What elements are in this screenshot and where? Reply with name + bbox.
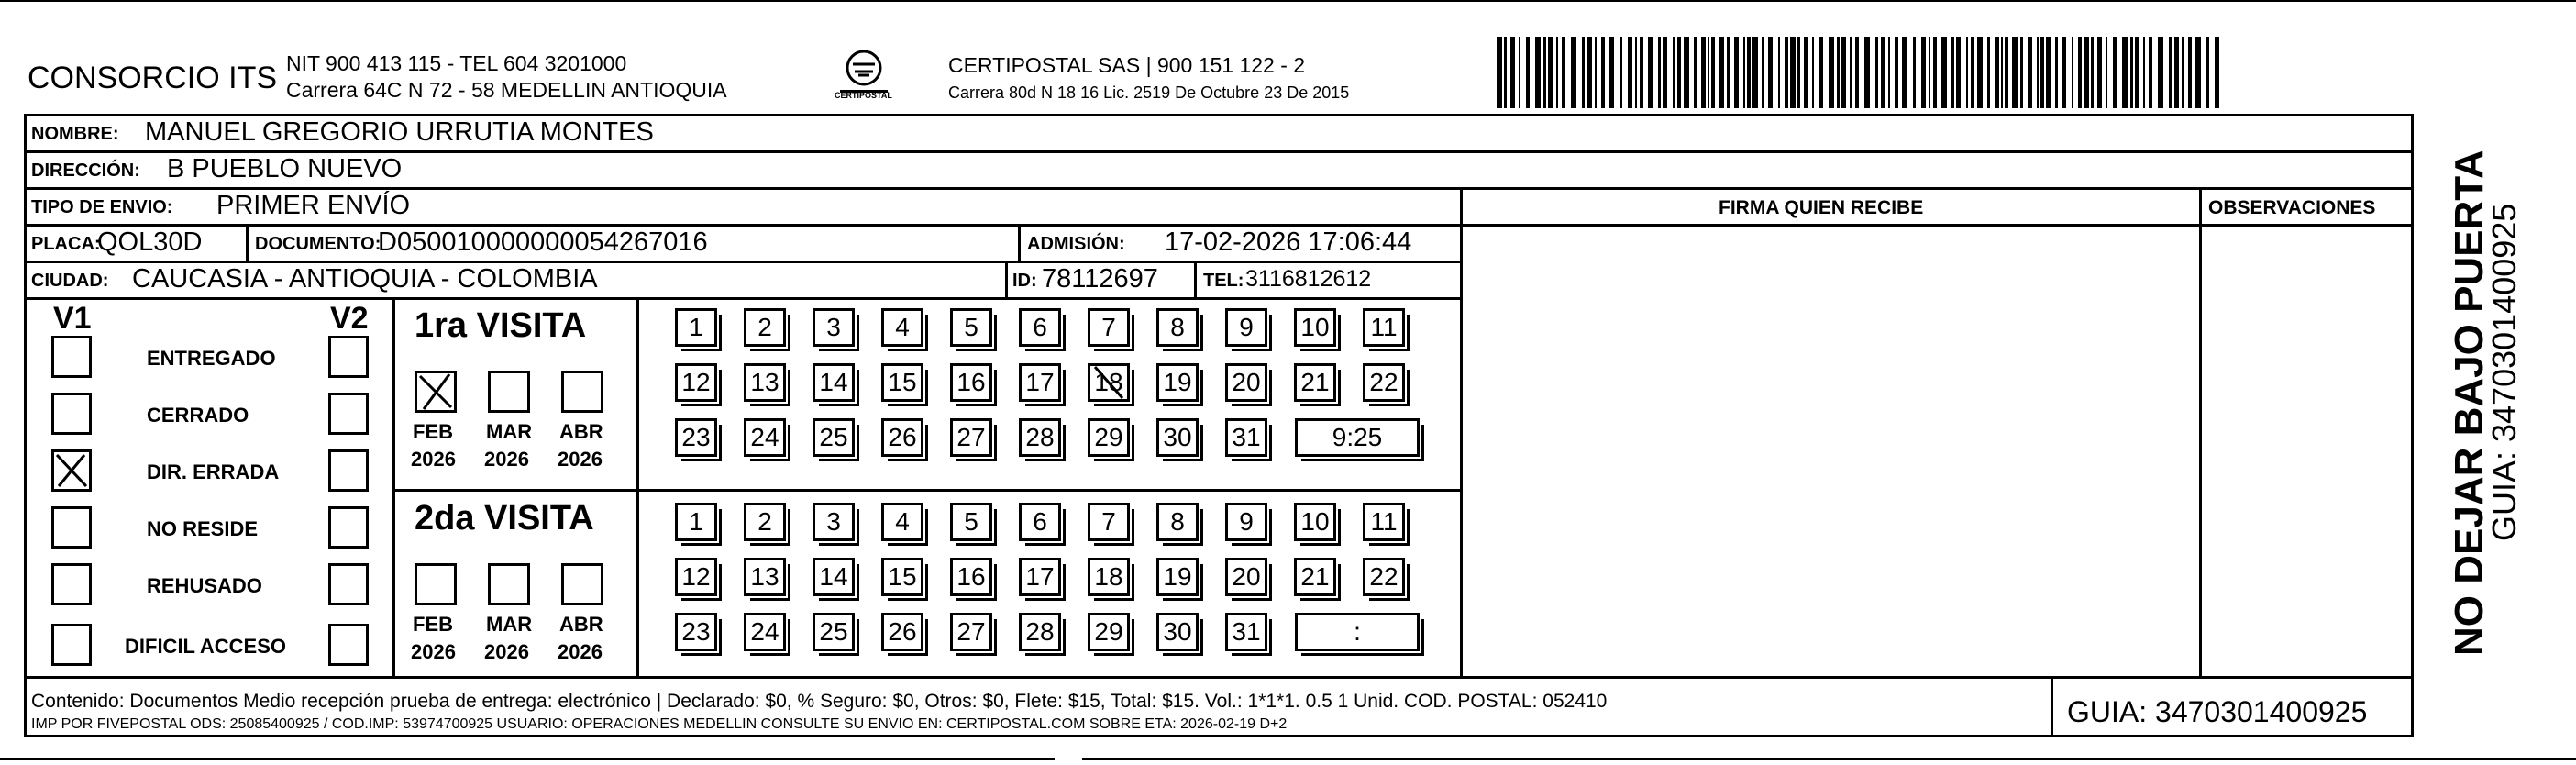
barcode-bar bbox=[1929, 37, 1930, 108]
v2-checkbox[interactable] bbox=[328, 624, 369, 666]
certipostal-logo bbox=[827, 48, 901, 103]
ciudad-label: CIUDAD: bbox=[31, 271, 109, 291]
first-visit-day-box[interactable]: 9 bbox=[1225, 308, 1267, 347]
barcode-bar bbox=[1841, 37, 1846, 108]
documento-value: D050010000000054267016 bbox=[378, 227, 708, 257]
barcode-bar bbox=[1601, 37, 1605, 108]
second-visit-month-checkbox[interactable] bbox=[488, 563, 530, 605]
barcode-bar bbox=[1587, 37, 1592, 108]
barcode-bar bbox=[2149, 37, 2152, 108]
barcode-bar bbox=[1684, 37, 1689, 108]
first-visit-day-box[interactable]: 31 bbox=[1225, 418, 1267, 457]
barcode-bar bbox=[1933, 37, 1937, 108]
first-visit-day-box[interactable]: 13 bbox=[744, 363, 786, 402]
barcode-bar bbox=[1510, 37, 1515, 108]
first-visit-day-box[interactable]: 25 bbox=[813, 418, 855, 457]
status-label: ENTREGADO bbox=[147, 347, 276, 370]
barcode-bar bbox=[2206, 37, 2209, 108]
barcode-bar bbox=[1977, 37, 1983, 108]
second-visit-day-box[interactable]: 29 bbox=[1088, 613, 1130, 651]
barcode-bar bbox=[1719, 37, 1724, 108]
barcode-bar bbox=[2169, 37, 2172, 108]
barcode-bar bbox=[1850, 37, 1852, 108]
company-nit: NIT 900 413 115 - TEL 604 3201000 bbox=[286, 51, 627, 75]
barcode-bar bbox=[2040, 37, 2044, 108]
barcode-bar bbox=[2072, 37, 2073, 108]
second-visit-day-box[interactable]: 8 bbox=[1156, 503, 1199, 541]
first-visit-day-box[interactable]: 4 bbox=[881, 308, 923, 347]
second-visit-day-box[interactable]: 20 bbox=[1225, 558, 1267, 596]
barcode-bar bbox=[2113, 37, 2117, 108]
certipostal-line: CERTIPOSTAL SAS | 900 151 122 - 2 bbox=[948, 53, 1306, 77]
barcode-bar bbox=[1635, 37, 1637, 108]
logo-text: CERTIPOSTAL bbox=[835, 91, 892, 100]
direccion-value: B PUEBLO NUEVO bbox=[167, 154, 403, 183]
v1-checkbox[interactable] bbox=[51, 563, 92, 605]
second-visit-day-box[interactable]: 13 bbox=[744, 558, 786, 596]
first-visit-month-label: MAR bbox=[486, 420, 533, 443]
first-visit-day-box[interactable]: 1 bbox=[675, 308, 717, 347]
barcode-bar bbox=[1640, 37, 1643, 108]
barcode-bar bbox=[1966, 37, 1968, 108]
v1-checkbox[interactable] bbox=[51, 449, 92, 492]
observaciones-header: OBSERVACIONES bbox=[2208, 197, 2376, 218]
second-visit-year-label: 2026 bbox=[411, 640, 456, 663]
first-visit-day-box[interactable]: 6 bbox=[1019, 308, 1061, 347]
barcode-bar bbox=[2106, 37, 2107, 108]
status-label: NO RESIDE bbox=[147, 517, 259, 540]
first-visit-day-box[interactable]: 3 bbox=[813, 308, 855, 347]
barcode-bar bbox=[2001, 37, 2003, 108]
second-visit-year-label: 2026 bbox=[484, 640, 529, 663]
barcode-bar bbox=[1663, 37, 1667, 108]
barcode-bar bbox=[1556, 37, 1558, 108]
second-visit-day-box[interactable]: 9 bbox=[1225, 503, 1267, 541]
second-visit-day-box[interactable]: 23 bbox=[675, 613, 717, 651]
side-guia-text: GUIA: 3470301400925 bbox=[2485, 203, 2523, 541]
barcode-bar bbox=[1673, 37, 1675, 108]
v1-checkbox[interactable] bbox=[51, 506, 92, 549]
col-line bbox=[2051, 676, 2053, 737]
placa-label: PLACA: bbox=[31, 234, 101, 254]
barcode-bar bbox=[1543, 37, 1546, 108]
company-name: CONSORCIO ITS bbox=[28, 61, 278, 95]
barcode-bar bbox=[1497, 37, 1502, 108]
first-visit-day-box[interactable]: 14 bbox=[813, 363, 855, 402]
v2-checkbox[interactable] bbox=[328, 393, 369, 435]
barcode-bar bbox=[1734, 37, 1739, 108]
barcode-bar bbox=[2182, 37, 2184, 108]
second-visit-day-box[interactable]: 25 bbox=[813, 613, 855, 651]
tel-value: 3116812612 bbox=[1245, 266, 1372, 292]
barcode-bar bbox=[2046, 37, 2051, 108]
first-visit-day-box[interactable]: 16 bbox=[950, 363, 992, 402]
first-visit-month-checkbox[interactable] bbox=[561, 371, 603, 413]
direccion-label: DIRECCIÓN: bbox=[31, 161, 140, 181]
col-line bbox=[1194, 261, 1197, 297]
first-visit-day-box[interactable]: 24 bbox=[744, 418, 786, 457]
barcode-bar bbox=[1995, 37, 1999, 108]
barcode-bar bbox=[1743, 37, 1745, 108]
barcode-bar bbox=[1785, 37, 1788, 108]
first-visit-day-box[interactable]: 26 bbox=[881, 418, 923, 457]
first-visit-month-checkbox[interactable] bbox=[415, 371, 457, 413]
second-visit-day-box[interactable]: 15 bbox=[881, 558, 923, 596]
barcode-bar bbox=[1864, 37, 1870, 108]
first-visit-day-box[interactable]: 20 bbox=[1225, 363, 1267, 402]
second-visit-month-label: ABR bbox=[559, 613, 603, 636]
v1-header: V1 bbox=[53, 301, 92, 336]
v2-checkbox[interactable] bbox=[328, 449, 369, 492]
footer-imp-line: IMP POR FIVEPOSTAL ODS: 25085400925 / COD.IMP: 53974700925 USUARIO: OPERACIONES MEDELLIN CONSULTE SU ENVIO EN: CERTIPOSTAL.COM SOBRE ETA: 2026-02-19 D+2 bbox=[31, 716, 1288, 732]
barcode-bar bbox=[1956, 37, 1961, 108]
first-visit-day-box[interactable]: 10 bbox=[1294, 308, 1336, 347]
barcode-bar bbox=[1548, 37, 1553, 108]
row-line bbox=[24, 261, 1462, 263]
second-visit-month-label: FEB bbox=[413, 613, 453, 636]
barcode-bar bbox=[1812, 37, 1814, 108]
second-visit-day-box[interactable]: 31 bbox=[1225, 613, 1267, 651]
barcode-bar bbox=[1628, 37, 1632, 108]
first-visit-year-label: 2026 bbox=[411, 448, 456, 471]
barcode-bar bbox=[1658, 37, 1661, 108]
second-visit-day-box[interactable]: 19 bbox=[1156, 558, 1199, 596]
first-visit-time-box[interactable]: 9:25 bbox=[1295, 418, 1420, 457]
bottom-line bbox=[0, 758, 1055, 760]
row-line bbox=[24, 224, 2414, 227]
col-line bbox=[246, 224, 249, 261]
second-visit-day-box[interactable]: 1 bbox=[675, 503, 717, 541]
side-warning-text: NO DEJAR BAJO PUERTA bbox=[2447, 150, 2492, 656]
second-visit-day-box[interactable]: 27 bbox=[950, 613, 992, 651]
barcode-bar bbox=[1804, 37, 1808, 108]
second-visit-day-box[interactable]: 16 bbox=[950, 558, 992, 596]
barcode-bar bbox=[2055, 37, 2058, 108]
col-line bbox=[392, 297, 395, 676]
first-visit-month-checkbox[interactable] bbox=[488, 371, 530, 413]
second-visit-day-box[interactable]: 2 bbox=[744, 503, 786, 541]
second-visit-title: 2da VISITA bbox=[415, 499, 594, 538]
second-visit-year-label: 2026 bbox=[558, 640, 603, 663]
barcode-bar bbox=[2135, 37, 2139, 108]
barcode-bar bbox=[2174, 37, 2179, 108]
second-visit-day-box[interactable]: 21 bbox=[1294, 558, 1336, 596]
col-line bbox=[2199, 187, 2202, 676]
first-visit-day-box[interactable]: 7 bbox=[1088, 308, 1130, 347]
top-edge-line bbox=[0, 0, 2576, 2]
first-visit-day-box[interactable]: 11 bbox=[1363, 308, 1405, 347]
first-visit-day-box[interactable]: 12 bbox=[675, 363, 717, 402]
barcode-bar bbox=[2195, 37, 2201, 108]
side-guia bbox=[2461, 147, 2523, 660]
barcode-bar bbox=[1855, 37, 1859, 108]
v2-header: V2 bbox=[330, 301, 369, 336]
second-visit-day-box[interactable]: 14 bbox=[813, 558, 855, 596]
barcode-bar bbox=[1888, 37, 1890, 108]
v2-checkbox[interactable] bbox=[328, 336, 369, 378]
first-visit-day-box[interactable]: 18 bbox=[1088, 363, 1130, 402]
barcode-bar bbox=[2130, 37, 2133, 108]
bottom-line bbox=[1082, 758, 2576, 760]
second-visit-day-box[interactable]: 11 bbox=[1363, 503, 1405, 541]
first-visit-day-box[interactable]: 27 bbox=[950, 418, 992, 457]
admision-label: ADMISIÓN: bbox=[1027, 234, 1125, 254]
visit-divider bbox=[392, 489, 1462, 492]
first-visit-day-box[interactable]: 21 bbox=[1294, 363, 1336, 402]
first-visit-month-label: FEB bbox=[413, 420, 453, 443]
second-visit-day-box[interactable]: 26 bbox=[881, 613, 923, 651]
footer-contenido: Contenido: Documentos Medio recepción prueba de entrega: electrónico | Declarado: $0, % Seguro: $0, Otros: $0, Flete: $15, Total: $15. Vol.: 1*1*1. 0.5 1 Unid. COD. POSTAL: 052410 bbox=[31, 691, 1608, 712]
second-visit-month-checkbox[interactable] bbox=[415, 563, 457, 605]
first-visit-day-box[interactable]: 29 bbox=[1088, 418, 1130, 457]
second-visit-month-label: MAR bbox=[486, 613, 533, 636]
v2-checkbox[interactable] bbox=[328, 563, 369, 605]
barcode-bar bbox=[1526, 37, 1530, 108]
barcode-bar bbox=[2091, 37, 2094, 108]
barcode-bar bbox=[2188, 37, 2192, 108]
barcode-bar bbox=[1941, 37, 1947, 108]
footer-guia: GUIA: 3470301400925 bbox=[2067, 695, 2368, 728]
barcode-bar bbox=[1902, 37, 1907, 108]
first-visit-month-label: ABR bbox=[559, 420, 603, 443]
barcode-bar bbox=[2078, 37, 2082, 108]
second-visit-day-box[interactable]: 5 bbox=[950, 503, 992, 541]
second-visit-day-box[interactable]: 30 bbox=[1156, 613, 1199, 651]
nombre-value: MANUEL GREGORIO URRUTIA MONTES bbox=[145, 117, 654, 147]
admision-value: 17-02-2026 17:06:44 bbox=[1165, 227, 1412, 257]
barcode-bar bbox=[2062, 37, 2066, 108]
barcode-bar bbox=[1571, 37, 1576, 108]
documento-label: DOCUMENTO: bbox=[255, 234, 381, 254]
barcode-bar bbox=[1504, 37, 1507, 108]
first-visit-day-box[interactable]: 2 bbox=[744, 308, 786, 347]
col-line bbox=[1018, 224, 1021, 261]
barcode-bar bbox=[1747, 37, 1751, 108]
first-visit-title: 1ra VISITA bbox=[415, 306, 587, 345]
v2-checkbox[interactable] bbox=[328, 506, 369, 549]
barcode-bar bbox=[1797, 37, 1800, 108]
col-line bbox=[1005, 261, 1008, 297]
barcode-bar bbox=[1895, 37, 1898, 108]
barcode-bar bbox=[1837, 37, 1840, 108]
second-visit-day-box[interactable]: 7 bbox=[1088, 503, 1130, 541]
barcode-bar bbox=[1648, 37, 1653, 108]
first-visit-day-box[interactable]: 8 bbox=[1156, 308, 1199, 347]
barcode-bar bbox=[1951, 37, 1954, 108]
barcode-bar bbox=[1790, 37, 1796, 108]
second-visit-day-box[interactable]: 6 bbox=[1019, 503, 1061, 541]
first-visit-day-box[interactable]: 17 bbox=[1019, 363, 1061, 402]
second-visit-day-box[interactable]: 18 bbox=[1088, 558, 1130, 596]
barcode-bar bbox=[1913, 37, 1916, 108]
barcode-bar bbox=[1971, 37, 1974, 108]
second-visit-day-box[interactable]: 3 bbox=[813, 503, 855, 541]
barcode-bar bbox=[1694, 37, 1697, 108]
id-label: ID: bbox=[1012, 271, 1037, 291]
first-visit-day-box[interactable]: 23 bbox=[675, 418, 717, 457]
second-visit-month-checkbox[interactable] bbox=[561, 563, 603, 605]
second-visit-day-box[interactable]: 24 bbox=[744, 613, 786, 651]
barcode bbox=[1497, 37, 2230, 110]
second-visit-day-box[interactable]: 28 bbox=[1019, 613, 1061, 651]
v1-checkbox[interactable] bbox=[51, 336, 92, 378]
barcode-bar bbox=[1727, 37, 1730, 108]
barcode-bar bbox=[2012, 37, 2018, 108]
barcode-bar bbox=[1701, 37, 1706, 108]
second-visit-day-box[interactable]: 17 bbox=[1019, 558, 1061, 596]
placa-value: QOL30D bbox=[97, 227, 203, 257]
barcode-bar bbox=[1768, 37, 1773, 108]
id-value: 78112697 bbox=[1042, 264, 1158, 294]
barcode-bar bbox=[2037, 37, 2039, 108]
first-visit-day-box[interactable]: 22 bbox=[1363, 363, 1405, 402]
firma-header: FIRMA QUIEN RECIBE bbox=[1719, 197, 1924, 218]
status-label: REHUSADO bbox=[147, 574, 262, 597]
col-line bbox=[1460, 187, 1463, 676]
barcode-bar bbox=[1881, 37, 1885, 108]
company-address: Carrera 64C N 72 - 58 MEDELLIN ANTIOQUIA bbox=[286, 78, 727, 102]
barcode-bar bbox=[1677, 37, 1681, 108]
tel-label: TEL: bbox=[1203, 271, 1244, 291]
barcode-bar bbox=[2097, 37, 2102, 108]
barcode-bar bbox=[1620, 37, 1622, 108]
barcode-bar bbox=[1752, 37, 1758, 108]
barcode-bar bbox=[2122, 37, 2128, 108]
first-visit-day-box[interactable]: 30 bbox=[1156, 418, 1199, 457]
barcode-bar bbox=[1875, 37, 1878, 108]
v1-checkbox[interactable] bbox=[51, 393, 92, 435]
status-label: DIFICIL ACCESO bbox=[125, 635, 287, 658]
second-visit-day-box[interactable]: 4 bbox=[881, 503, 923, 541]
barcode-bar bbox=[1582, 37, 1585, 108]
barcode-bar bbox=[2143, 37, 2145, 108]
barcode-bar bbox=[1921, 37, 1926, 108]
row-line bbox=[24, 297, 1462, 300]
status-label: DIR. ERRADA bbox=[147, 460, 280, 483]
first-visit-day-box[interactable]: 28 bbox=[1019, 418, 1061, 457]
barcode-bar bbox=[2028, 37, 2032, 108]
barcode-bar bbox=[2084, 37, 2089, 108]
second-visit-day-box[interactable]: 10 bbox=[1294, 503, 1336, 541]
ciudad-value: CAUCASIA - ANTIOQUIA - COLOMBIA bbox=[132, 264, 598, 294]
barcode-bar bbox=[2215, 37, 2219, 108]
barcode-bar bbox=[1519, 37, 1520, 108]
row-line bbox=[24, 676, 2414, 679]
barcode-bar bbox=[2005, 37, 2008, 108]
barcode-bar bbox=[2020, 37, 2023, 108]
barcode-bar bbox=[1762, 37, 1764, 108]
row-line bbox=[24, 150, 2414, 153]
first-visit-day-box[interactable]: 19 bbox=[1156, 363, 1199, 402]
row-line bbox=[24, 187, 2414, 190]
v1-checkbox[interactable] bbox=[51, 624, 92, 666]
barcode-bar bbox=[2158, 37, 2163, 108]
nombre-label: NOMBRE: bbox=[31, 124, 119, 144]
barcode-bar bbox=[1987, 37, 1990, 108]
barcode-bar bbox=[1708, 37, 1709, 108]
first-visit-year-label: 2026 bbox=[484, 448, 529, 471]
tipo-label: TIPO DE ENVIO: bbox=[31, 197, 173, 217]
barcode-bar bbox=[1819, 37, 1823, 108]
status-label: CERRADO bbox=[147, 404, 249, 427]
second-visit-time-box[interactable]: : bbox=[1295, 613, 1420, 651]
license-line: Carrera 80d N 18 16 Lic. 2519 De Octubre 23 De 2015 bbox=[948, 83, 1350, 102]
col-line bbox=[636, 297, 639, 676]
barcode-bar bbox=[1595, 37, 1597, 108]
barcode-bar bbox=[1829, 37, 1834, 108]
second-visit-day-box[interactable]: 12 bbox=[675, 558, 717, 596]
first-visit-day-box[interactable]: 5 bbox=[950, 308, 992, 347]
barcode-bar bbox=[1778, 37, 1780, 108]
barcode-bar bbox=[1535, 37, 1541, 108]
barcode-bar bbox=[1562, 37, 1565, 108]
first-visit-year-label: 2026 bbox=[558, 448, 603, 471]
second-visit-day-box[interactable]: 22 bbox=[1363, 558, 1405, 596]
barcode-bar bbox=[1711, 37, 1715, 108]
barcode-bar bbox=[1609, 37, 1614, 108]
first-visit-day-box[interactable]: 15 bbox=[881, 363, 923, 402]
tipo-value: PRIMER ENVÍO bbox=[216, 191, 411, 220]
